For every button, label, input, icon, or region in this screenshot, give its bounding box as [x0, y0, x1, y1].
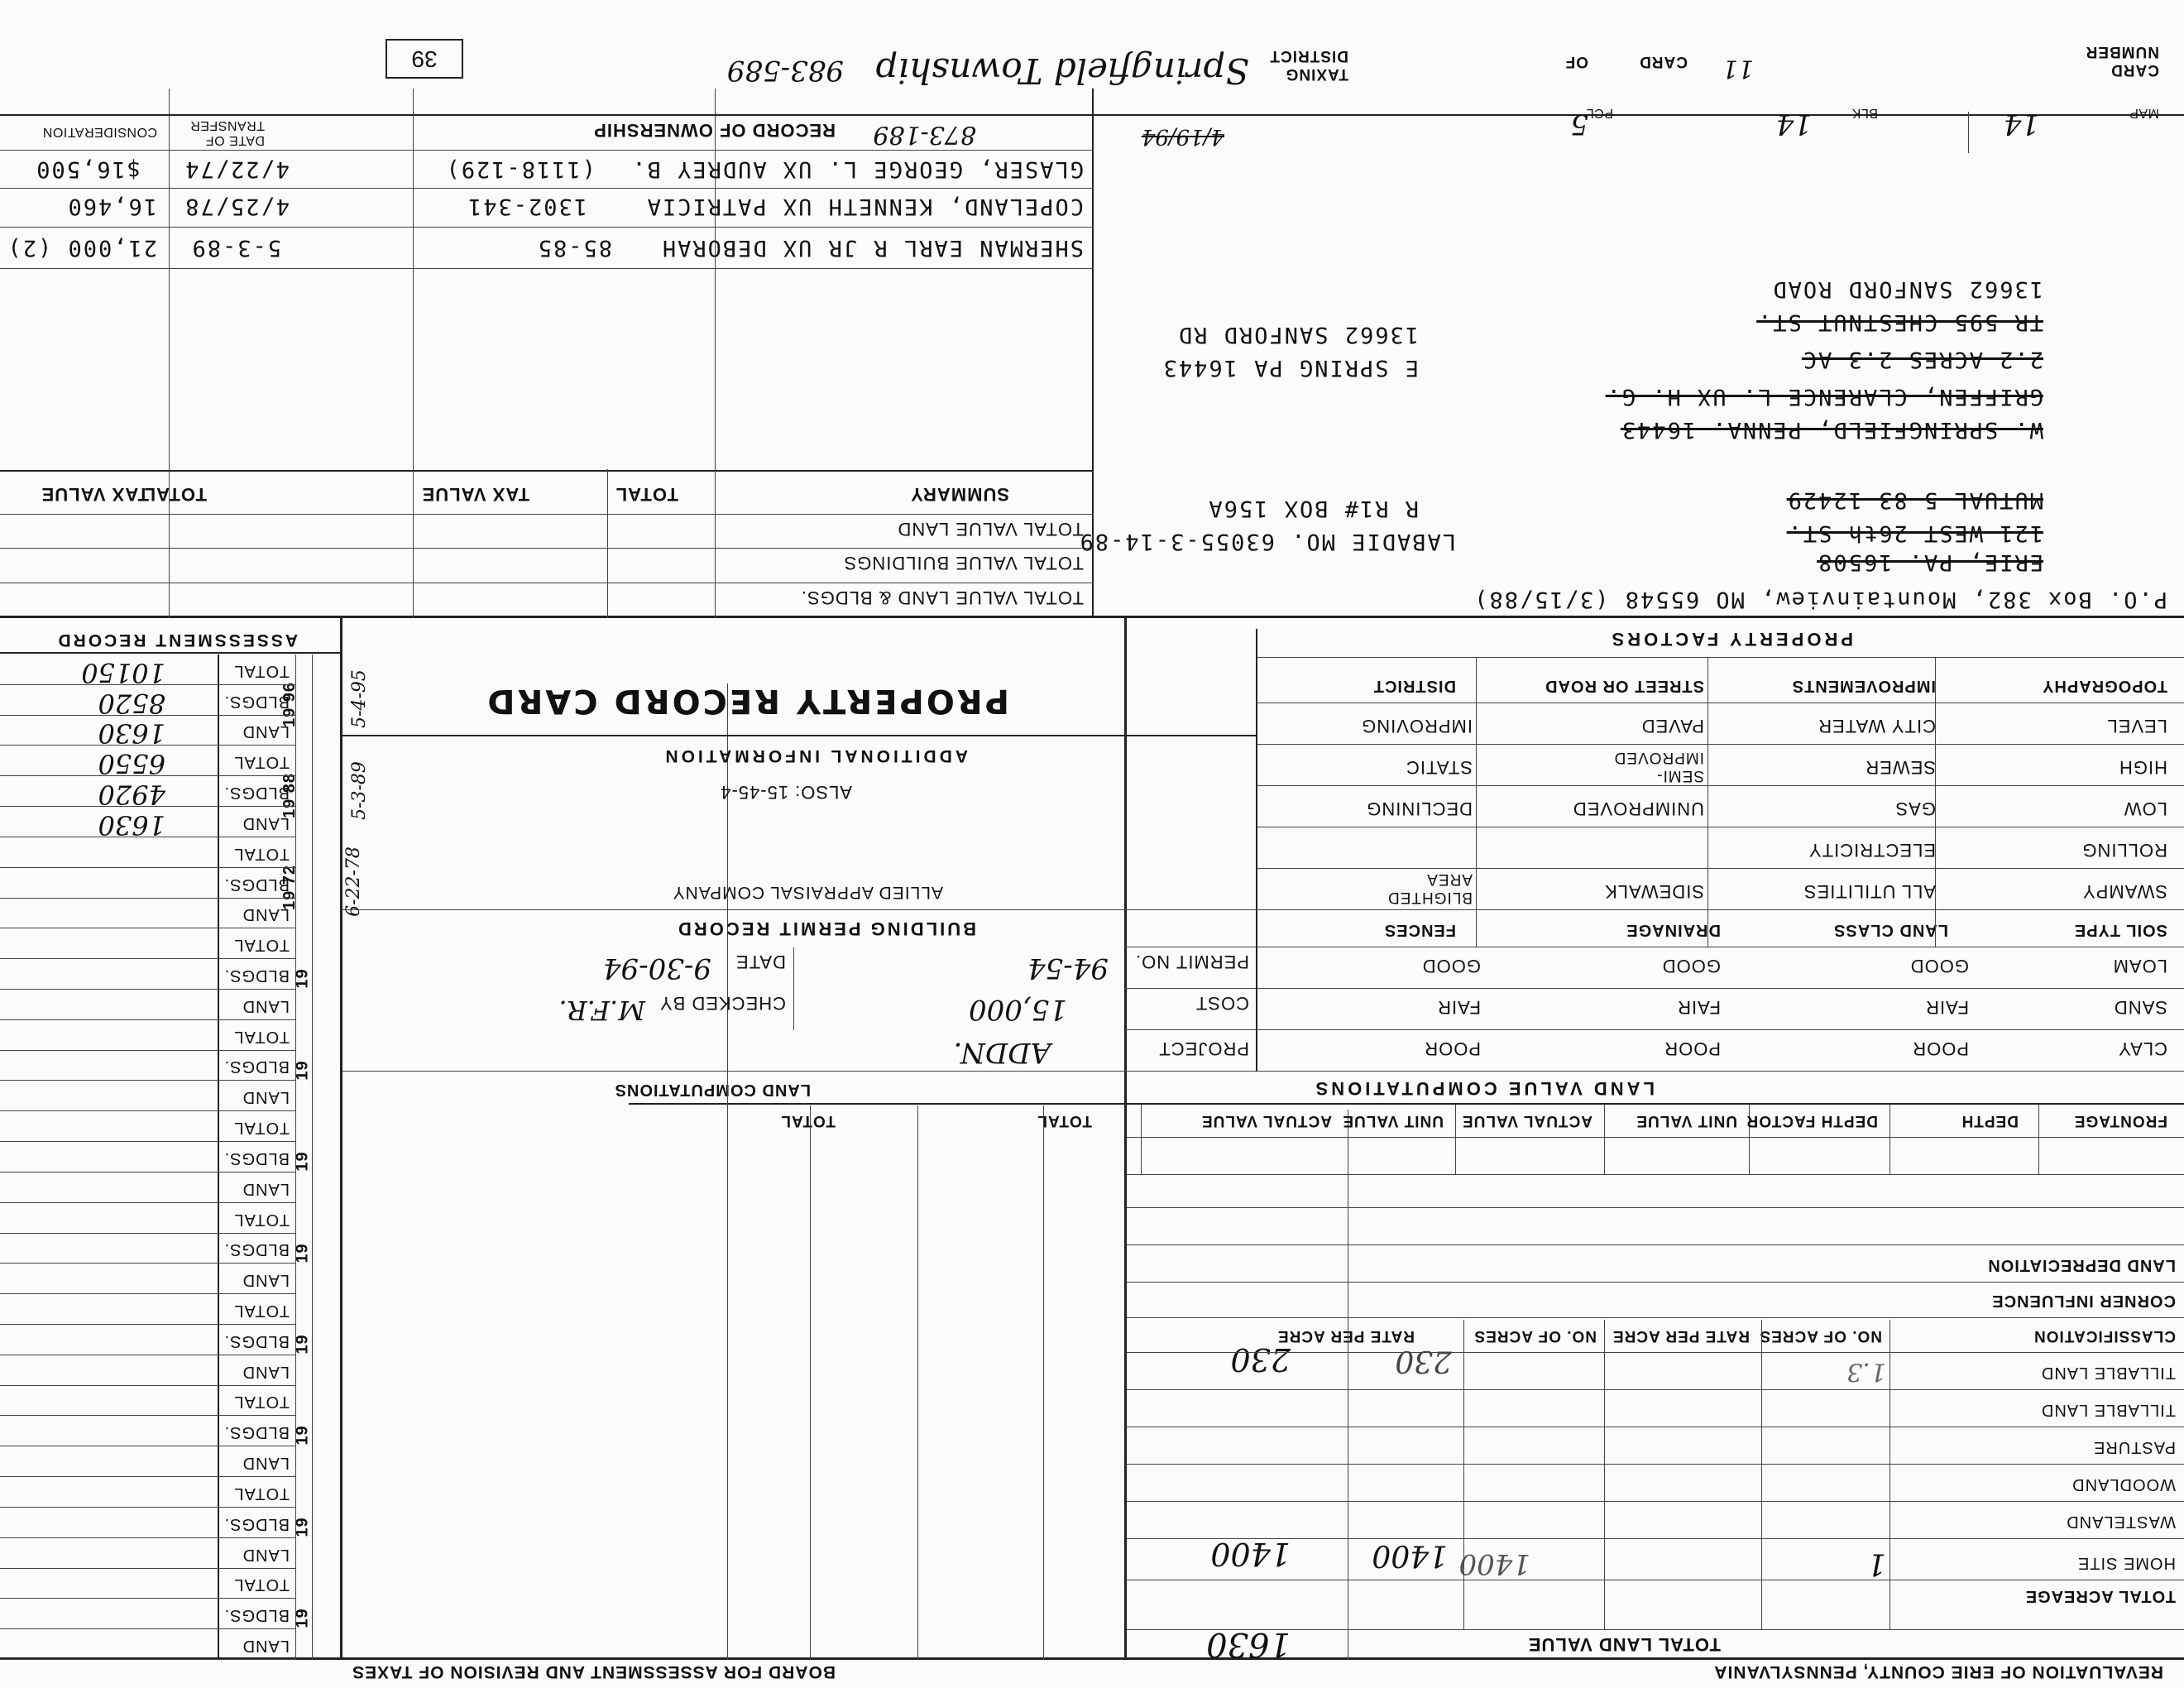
- assessment-rule: [0, 1628, 296, 1629]
- owner-2-consideration: 16,460: [66, 194, 157, 219]
- classification-header: CLASSIFICATION: [2033, 1327, 2176, 1345]
- summary-total-b: TOTAL: [143, 484, 207, 505]
- corner-influence-label: CORNER INFLUENCE: [1991, 1292, 2176, 1310]
- rule: [1463, 1320, 1464, 1630]
- total-acreage-label: TOTAL ACREAGE: [2024, 1587, 2176, 1605]
- assessment-note: 5-3-89: [349, 760, 371, 820]
- assessment-rule: [0, 1263, 296, 1264]
- assessment-year: 19: [293, 1517, 312, 1537]
- assessment-year: 19 72: [280, 864, 299, 910]
- address-line-springfield: W. SPRINGFIELD, PENNA. 16443: [1620, 417, 2043, 443]
- home-site-label: HOME SITE: [2076, 1554, 2176, 1572]
- soil-clay: CLAY: [2118, 1038, 2167, 1059]
- summary-total-buildings: TOTAL VALUE BUILDINGS: [843, 553, 1084, 573]
- land-computations-label: LAND COMPUTATIONS: [614, 1081, 811, 1099]
- address-line-griffen: GRIFFEN, CLARENCE L. UX H. G.: [1605, 384, 2043, 410]
- rule: [1604, 1320, 1605, 1630]
- pcl-value: 5: [1570, 108, 1588, 141]
- assessment-year: 19: [293, 1334, 312, 1355]
- assessment-year: 19: [293, 1151, 312, 1172]
- summary-tax-value-b: TAX VALUE: [41, 484, 149, 505]
- rule: [1257, 744, 2184, 745]
- drainage-header: DRAINAGE: [1626, 921, 1721, 939]
- date-transfer-header: DATE OF TRANSFER: [189, 118, 265, 147]
- district-static: STATIC: [1406, 757, 1473, 778]
- taxing-district-label: TAXING DISTRICT: [1269, 47, 1348, 83]
- total-land-value-figure: 1630: [1206, 1625, 1291, 1663]
- no-of-acres-header-a: NO. OF ACRES: [1759, 1327, 1882, 1345]
- card-title: PROPERTY RECORD CARD: [485, 682, 1009, 720]
- assessment-label: TOTAL: [233, 1302, 290, 1320]
- improv-gas: GAS: [1894, 798, 1936, 819]
- rule: [413, 89, 414, 618]
- topo-low: LOW: [2123, 798, 2167, 819]
- project-label: PROJECT: [1158, 1038, 1249, 1059]
- soil-sand: SAND: [2113, 997, 2167, 1018]
- county-header: REVALUATION OF ERIE COUNTY, PENNSYLVANIA: [1713, 1662, 2163, 1681]
- homesite-acres: 1: [1867, 1547, 1886, 1580]
- checked-label: CHECKED BY: [659, 993, 786, 1014]
- street-unimproved: UNIMPROVED: [1572, 798, 1704, 819]
- col-total-b: TOTAL: [780, 1112, 836, 1129]
- improv-city-water: CITY WATER: [1818, 716, 1936, 736]
- soil-loam: LOAM: [2112, 956, 2167, 976]
- tillable-value-b: 230: [1230, 1341, 1291, 1378]
- assessment-rule: [0, 958, 296, 959]
- assessment-rule: [0, 1598, 296, 1599]
- assessment-rule: [0, 1050, 296, 1051]
- homesite-rate: 1400: [1458, 1547, 1530, 1580]
- assessment-label: BLDGS.: [223, 1423, 290, 1442]
- assessment-label: BLDGS.: [223, 1606, 290, 1625]
- assessment-value: 1630: [98, 808, 165, 841]
- rule: [810, 1105, 811, 1660]
- assessment-label: TOTAL: [233, 844, 290, 863]
- taxing-district-value: Springfield Township: [875, 50, 1249, 91]
- rule: [1476, 658, 1477, 947]
- assessment-value: 4920: [98, 779, 165, 811]
- assessment-label: TOTAL: [233, 1575, 290, 1594]
- district-declining: DECLINING: [1366, 798, 1473, 819]
- assessment-rule: [0, 1659, 296, 1660]
- drainage-poor: POOR: [1424, 1038, 1481, 1059]
- rule: [1141, 1105, 1142, 1175]
- assessment-value: 6550: [98, 748, 165, 780]
- assessment-rule: [0, 1019, 296, 1020]
- date-value: 9-30-94: [602, 952, 711, 985]
- assessment-rule: [0, 1568, 296, 1569]
- board-header: BOARD FOR ASSESSMENT AND REVISION OF TAXES: [352, 1662, 836, 1681]
- assessment-rule: [0, 1507, 296, 1508]
- district-blighted: BLIGHTED AREA: [1387, 870, 1473, 906]
- rule: [1127, 1464, 2184, 1465]
- assessment-label: BLDGS.: [223, 966, 290, 985]
- rule: [1127, 1629, 2184, 1630]
- assessment-rule: [0, 1385, 296, 1386]
- rate-per-acre-header-a: RATE PER ACRE: [1612, 1327, 1750, 1345]
- woodland-label: WOODLAND: [2071, 1475, 2176, 1494]
- owner-3-book: 85-85: [536, 235, 612, 261]
- assessment-rule: [0, 1202, 296, 1203]
- owner-1-book: (1118-129): [444, 156, 596, 182]
- col-unit-value-a: UNIT VALUE: [1636, 1112, 1737, 1129]
- assessment-label: TOTAL: [233, 1119, 290, 1138]
- owner-1-consideration: $16,500: [35, 156, 141, 182]
- assessment-rule: [0, 1324, 296, 1325]
- improv-sewer: SEWER: [1865, 757, 1936, 778]
- tillable-value-a: 230: [1395, 1344, 1452, 1378]
- assessment-title: ASSESSMENT RECORD: [55, 631, 298, 650]
- soil-clay-poor: POOR: [1912, 1038, 1969, 1059]
- map-value: 14: [2003, 108, 2039, 141]
- land-depreciation-label: LAND DEPRECIATION: [1987, 1256, 2176, 1274]
- assessment-label: LAND: [242, 1088, 290, 1107]
- permit-label: PERMIT NO.: [1135, 952, 1249, 972]
- assessment-rule: [0, 1141, 296, 1142]
- consideration-header: CONSIDERATION: [42, 125, 157, 139]
- col-frontage: FRONTAGE: [2073, 1112, 2167, 1129]
- summary-total-land-bldgs: TOTAL VALUE LAND & BLDGS.: [800, 587, 1084, 608]
- rule: [1043, 1105, 1044, 1660]
- ownership-ref: 873-189: [873, 120, 976, 149]
- rule: [1889, 1320, 1890, 1630]
- assessment-label: LAND: [242, 1454, 290, 1473]
- rule: [1125, 988, 2184, 989]
- assessment-label: LAND: [242, 1545, 290, 1564]
- assessment-rule: [0, 1476, 296, 1477]
- assessment-year: 19 88: [280, 773, 299, 819]
- assessment-label: BLDGS.: [223, 1149, 290, 1168]
- assessment-label: BLDGS.: [223, 1057, 290, 1077]
- topography-header: TOPOGRAPHY: [2042, 677, 2167, 695]
- additional-info-title: ADDITIONAL INFORMATION: [662, 746, 968, 765]
- soil-type-header: SOIL TYPE: [2073, 921, 2167, 939]
- pasture-label: PASTURE: [2093, 1438, 2176, 1456]
- blk-label: BLK: [1851, 106, 1878, 120]
- col-depth: DEPTH: [1961, 1112, 2019, 1129]
- rule: [1968, 112, 1969, 153]
- permit-value: 94-54: [1027, 952, 1109, 985]
- assessment-label: LAND: [242, 1637, 290, 1655]
- rule: [727, 683, 728, 1660]
- topo-high: HIGH: [2119, 757, 2167, 778]
- tillable-acres: 1.3: [1846, 1357, 1886, 1386]
- topo-rolling: ROLLING: [2081, 840, 2167, 861]
- summary-tax-value-a: TAX VALUE: [421, 484, 529, 505]
- assessment-value: 8520: [98, 687, 165, 719]
- assessment-year: 19: [293, 1060, 312, 1081]
- rule: [1604, 1105, 1605, 1175]
- owner-3-name: SHERMAN EARL R JR UX DEBORAH: [660, 235, 1084, 261]
- drainage-good: GOOD: [1421, 956, 1481, 976]
- owner-1-name: GLASER, GEORGE L. UX AUDREY B.: [630, 156, 1084, 182]
- rule: [1889, 1105, 1890, 1175]
- improv-all-utilities: ALL UTILITIES: [1803, 881, 1936, 902]
- main-divider: [1124, 618, 1127, 1660]
- ownership-title: RECORD OF OWNERSHIP: [593, 120, 836, 141]
- assessment-rule: [0, 989, 296, 990]
- soil-sand-fair: FAIR: [1925, 997, 1969, 1018]
- rule: [1707, 658, 1708, 947]
- assessment-label: TOTAL: [233, 1027, 290, 1046]
- soil-loam-good: GOOD: [1909, 956, 1969, 976]
- street-sidewalk: SIDEWALK: [1604, 881, 1704, 902]
- street-semi-improved: SEMI-IMPROVED: [1613, 749, 1704, 784]
- appraisal-company: ALLIED APPRAISAL COMPANY: [672, 883, 943, 902]
- address-e-spring: E SPRING PA 16443: [1161, 355, 1419, 381]
- assessment-label: BLDGS.: [223, 1240, 290, 1259]
- rule: [629, 1103, 2184, 1105]
- assessment-label: TOTAL: [233, 753, 290, 772]
- rule: [0, 268, 1094, 269]
- address-line-mo: P.O. Box 382, Mountainview, MO 65548 (3/15/88): [1473, 587, 2167, 612]
- assessment-label: BLDGS.: [223, 875, 290, 894]
- owner-2-date: 4/25/78: [184, 194, 290, 219]
- assessment-rule: [0, 1110, 296, 1111]
- col-actual-value-a: ACTUAL VALUE: [1461, 1112, 1592, 1129]
- card-number-label: CARD NUMBER: [2085, 43, 2159, 79]
- col-total-a: TOTAL: [1037, 1112, 1092, 1129]
- rule: [341, 617, 342, 1660]
- total-land-value-label: TOTAL LAND VALUE: [1527, 1634, 1721, 1655]
- assessment-label: TOTAL: [233, 1393, 290, 1412]
- blk-value: 14: [1775, 108, 1812, 141]
- rule: [1257, 868, 2184, 869]
- rule: [0, 150, 1094, 151]
- summary-total-a: TOTAL: [615, 484, 678, 505]
- rule: [0, 652, 342, 654]
- rule: [342, 909, 1257, 910]
- checked-value: M.F.R.: [558, 995, 645, 1026]
- card-label: CARD: [1639, 53, 1688, 70]
- address-sanford-rd: 13662 SANFORD RD: [1176, 322, 1419, 348]
- assessment-rule: [0, 1415, 296, 1416]
- district-improving: IMPROVING: [1361, 716, 1473, 736]
- summary-total-land: TOTAL VALUE LAND: [897, 519, 1084, 539]
- tillable-land-label-1: TILLABLE LAND: [2040, 1364, 2176, 1382]
- rule: [793, 947, 794, 1030]
- rule: [1257, 657, 2184, 658]
- assessment-label: LAND: [242, 1179, 290, 1198]
- header-rule: [0, 1657, 2184, 1660]
- rule: [1256, 629, 1257, 1072]
- assessment-label: TOTAL: [233, 1484, 290, 1503]
- owner-3-date: 5-3-89: [190, 235, 281, 261]
- building-permit-title: BUILDING PERMIT RECORD: [676, 918, 976, 939]
- land-class-good: GOOD: [1661, 956, 1721, 976]
- project-value: ADDN.: [953, 1036, 1051, 1069]
- wasteland-label: WASTELAND: [2066, 1513, 2176, 1531]
- fences-header: FENCES: [1383, 921, 1456, 939]
- rule: [0, 227, 1094, 228]
- address-line-sanford: 13662 SANFORD ROAD: [1771, 276, 2043, 302]
- owner-2-book: 1302-341: [466, 194, 587, 219]
- rule: [2038, 1105, 2039, 1175]
- topo-level: LEVEL: [2106, 716, 2167, 736]
- assessment-rule: [0, 1293, 296, 1294]
- rule: [1455, 1105, 1456, 1175]
- assessment-label: LAND: [242, 1271, 290, 1290]
- rule: [1257, 785, 2184, 786]
- map-label: MAP: [2129, 106, 2159, 120]
- owner-3-consideration: 21,000 (2): [6, 235, 157, 261]
- assessment-note: 5-4-95: [349, 669, 371, 729]
- assessment-year: 19: [293, 1425, 312, 1446]
- rule: [1127, 1317, 2184, 1318]
- assessment-year: 19: [293, 1608, 312, 1628]
- col-actual-value-b: ACTUAL VALUE: [1200, 1112, 1332, 1129]
- assessment-label: BLDGS.: [223, 784, 290, 803]
- tillable-land-label-2: TILLABLE LAND: [2040, 1401, 2176, 1419]
- assessment-rule: [0, 1233, 296, 1234]
- rule: [1761, 1320, 1762, 1630]
- pcl-label: PCL: [1586, 106, 1613, 120]
- owner-2-name: COPELAND, KENNETH UX PATRICIA: [645, 194, 1084, 219]
- land-class-fair: FAIR: [1677, 997, 1721, 1018]
- rule: [1127, 1244, 2184, 1245]
- assessment-value: 10150: [81, 656, 165, 688]
- assessment-label: TOTAL: [233, 661, 290, 680]
- assessment-label: LAND: [242, 1362, 290, 1381]
- rate-per-acre-header-b: RATE PER ACRE: [1276, 1327, 1415, 1345]
- assessment-label: TOTAL: [233, 936, 290, 955]
- address-line-acres: 2.2 ACRES 2.3 AC: [1801, 347, 2043, 372]
- col-unit-value-b: UNIT VALUE: [1342, 1112, 1444, 1129]
- assessment-label: LAND: [242, 813, 290, 832]
- address-labadie: LABADIE MO. 63055-3-14-89: [1078, 529, 1456, 554]
- rule: [169, 89, 170, 618]
- homesite-value-a: 1400: [1372, 1538, 1448, 1572]
- cost-label: COST: [1195, 993, 1249, 1014]
- rule: [1257, 909, 2184, 910]
- address-line-26th: 121 WEST 26th ST.: [1786, 520, 2043, 546]
- rule: [1127, 1174, 2184, 1175]
- rule: [1127, 1282, 2184, 1283]
- district-header: DISTRICT: [1372, 677, 1456, 695]
- rule: [1127, 1389, 2184, 1390]
- assessment-label: LAND: [242, 722, 290, 741]
- owner-1-date: 4/22/74: [184, 156, 290, 182]
- rule: [342, 735, 1257, 736]
- assessment-label: BLDGS.: [223, 692, 290, 711]
- assessment-label: TOTAL: [233, 1210, 290, 1229]
- assessment-rule: [0, 1537, 296, 1538]
- also-reference: ALSO: 15-45-4: [720, 782, 852, 803]
- assessment-year: 19: [293, 1242, 312, 1264]
- rule: [1127, 1538, 2184, 1539]
- rule: [1127, 1137, 2184, 1138]
- land-class-header: LAND CLASS: [1833, 921, 1948, 939]
- drainage-fair: FAIR: [1437, 997, 1481, 1018]
- rule: [1125, 1029, 2184, 1030]
- assessment-label: LAND: [242, 905, 290, 924]
- property-factors-title: PROPERTY FACTORS: [1608, 629, 1853, 650]
- rule: [342, 1071, 2184, 1072]
- rule: [0, 514, 1094, 515]
- improv-electricity: ELECTRICITY: [1808, 840, 1936, 861]
- rule: [1127, 1352, 2184, 1353]
- address-line-erie: ERIE, PA. 16508: [1817, 549, 2043, 575]
- card-value: 11: [1722, 54, 1754, 83]
- rule: [0, 548, 1094, 549]
- assessment-rule: [0, 898, 296, 899]
- rule: [1127, 1501, 2184, 1502]
- assessment-rule: [0, 1080, 296, 1081]
- address-rr-box: R R1# BOX 156A: [1207, 496, 1419, 521]
- assessment-label: LAND: [242, 996, 290, 1015]
- improvements-header: IMPROVEMENTS: [1791, 677, 1936, 695]
- stamp: 4/19/94: [1141, 124, 1224, 149]
- assessment-label: BLDGS.: [223, 1514, 290, 1533]
- box-number: 39: [386, 39, 463, 79]
- address-line-mutual: MUTUAL 5-83-12429: [1786, 487, 2043, 513]
- assessment-rule: [0, 867, 296, 868]
- rule: [1127, 1207, 2184, 1208]
- of-label: OF: [1564, 53, 1588, 70]
- address-line-chestnut: TR 595 CHESTNUT ST.: [1756, 309, 2043, 335]
- cost-value: 15,000: [969, 993, 1067, 1026]
- street-header: STREET OR ROAD: [1545, 677, 1704, 695]
- rule: [0, 470, 1094, 472]
- land-value-computations-title: LAND VALUE COMPUTATIONS: [1312, 1078, 1655, 1099]
- assessment-year: 19 96: [280, 681, 299, 727]
- assessment-label: BLDGS.: [223, 1331, 290, 1350]
- assessment-value: 1630: [98, 717, 165, 750]
- homesite-value-b: 1400: [1210, 1536, 1291, 1572]
- date-label: DATE: [735, 952, 786, 972]
- rule: [607, 469, 608, 618]
- district-code: 983-589: [726, 54, 844, 87]
- street-paved: PAVED: [1640, 716, 1704, 736]
- assessment-year: 19: [293, 968, 312, 989]
- col-depth-factor: DEPTH FACTOR: [1746, 1112, 1878, 1129]
- rule: [917, 1105, 918, 1660]
- summary-title: SUMMARY: [910, 484, 1009, 505]
- topo-swampy: SWAMPY: [2082, 881, 2167, 902]
- assessment-note: 6-22-78: [343, 846, 365, 918]
- rule: [0, 188, 1094, 189]
- no-of-acres-header-b: NO. OF ACRES: [1473, 1327, 1597, 1345]
- land-class-poor: POOR: [1664, 1038, 1721, 1059]
